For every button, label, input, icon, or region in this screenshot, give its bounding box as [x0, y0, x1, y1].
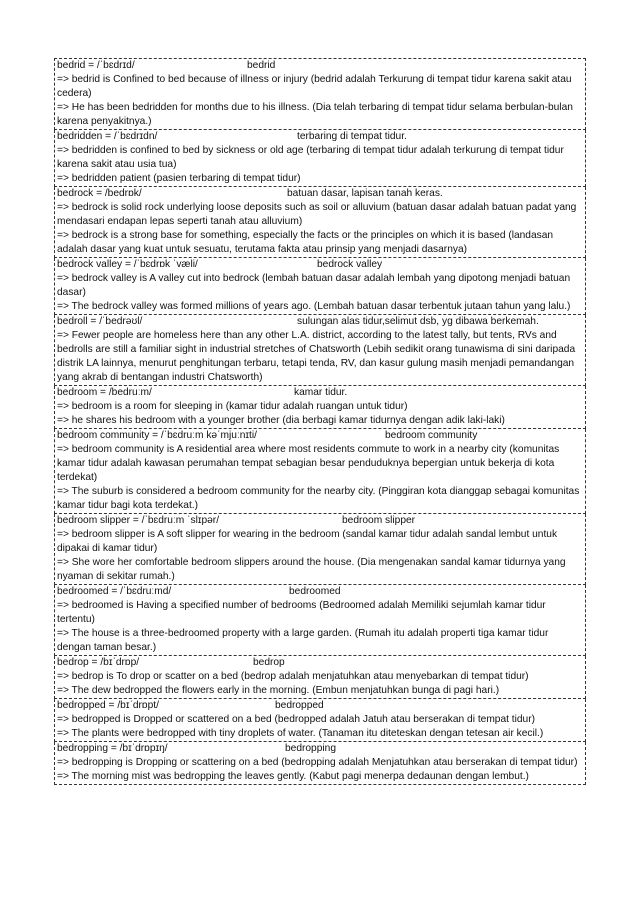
entry-head	[57, 699, 583, 713]
example-line: => The dew bedropped the flowers early in the morning. (Embun menjatuhkan bunga di pagi hari.)	[57, 685, 500, 696]
headword-pronunciation: bedroom = /bedruːm/	[57, 387, 152, 398]
entry-bedrock-valley	[54, 258, 586, 315]
entry-head	[57, 742, 583, 756]
entry-head	[57, 656, 583, 670]
headword-pronunciation: bedroomed = /ˈbɛdruːmd/	[57, 586, 172, 597]
definition-line: => bedrock is a strong base for something, especially the facts or the principles on which it is based (landasan adalah dasar yang kuat untuk sesuatu, terutama fakta atau prinsip yang menjadi dasarnya)	[57, 230, 554, 255]
entry-bedroom-community	[54, 429, 586, 514]
translation: terbaring di tempat tidur.	[297, 131, 407, 142]
definition-line: => bedroom community is A residential area where most residents commute to work in a nearby city (komunitas kamar tidur adalah kawasan perumahan tempat sebagian besar penduduknya bepergian untuk bekerja di kota terdekat)	[57, 444, 560, 483]
definition-line: => bedrock valley is A valley cut into bedrock (lembah batuan dasar adalah lembah yang dipotong menjadi batuan dasar)	[57, 273, 571, 298]
entry-head	[57, 59, 583, 73]
translation: bedrock valley	[317, 259, 383, 270]
translation: bedrid	[247, 60, 276, 71]
entry-head	[57, 258, 583, 272]
headword-pronunciation: bedropping = /bɪˈdrɒpɪŋ/	[57, 743, 168, 754]
entry-bedropped	[54, 699, 586, 742]
entry-bedrid	[54, 58, 586, 130]
headword-pronunciation: bedrock = /bedrɒk/	[57, 188, 142, 199]
definition-line: => bedrop is To drop or scatter on a bed (bedrop adalah menjatuhkan atau menyebarkan di tempat tidur)	[57, 671, 529, 682]
example-line: => bedridden patient (pasien terbaring di tempat tidur)	[57, 173, 301, 184]
translation: bedropping	[285, 743, 336, 754]
entry-bedroomed	[54, 585, 586, 656]
headword-pronunciation: bedrid = /ˈbɛdrɪd/	[57, 60, 135, 71]
entry-head	[57, 514, 583, 528]
entry-bedridden	[54, 130, 586, 187]
definition-line: => bedroom slipper is A soft slipper for wearing in the bedroom (sandal kamar tidur adalah sandal lembut untuk dipakai di kamar tidur)	[57, 529, 558, 554]
entry-head	[57, 187, 583, 201]
translation: bedrop	[253, 657, 285, 668]
headword-pronunciation: bedridden = /ˈbɛdrɪdn/	[57, 131, 158, 142]
example-line: => The house is a three-bedroomed property with a large garden. (Rumah itu adalah properti tiga kamar tidur dengan taman besar.)	[57, 628, 549, 653]
headword-pronunciation: bedroom slipper = /ˈbɛdruːm ˈslɪpər/	[57, 515, 220, 526]
entry-bedroom	[54, 386, 586, 429]
definition-line: => bedropped is Dropped or scattered on a bed (bedropped adalah Jatuh atau berserakan di tempat tidur)	[57, 714, 536, 725]
definition-line: => bedroom is a room for sleeping in (kamar tidur adalah ruangan untuk tidur)	[57, 401, 408, 412]
example-line: => Fewer people are homeless here than any other L.A. district, according to the latest tally, but tents, RVs and bedrolls are still a familiar sight in industrial stretches of Chatsworth (Lebih sedikit orang tunawisma di sini daripada distrik LA lainnya, menurut penghitungan terbaru, tetapi tenda, RV, dan kasur gulung masih menjadi pemandangan yang akrab di bentangan industri Chatsworth)	[57, 330, 576, 383]
translation: bedroomed	[289, 586, 341, 597]
entry-bedrock	[54, 187, 586, 258]
translation: kamar tidur.	[294, 387, 348, 398]
definition-line: => bedropping is Dropping or scattering on a bed (bedropping adalah Menjatuhkan atau berserakan di tempat tidur)	[57, 757, 578, 768]
headword-pronunciation: bedrock valley = /ˈbɛdrɒk ˈvæli/	[57, 259, 198, 270]
definition-line: => bedridden is confined to bed by sickness or old age (terbaring di tempat tidur adalah terkurung di tempat tidur karena sakit atau usia tua)	[57, 145, 564, 170]
example-line: => The plants were bedropped with tiny droplets of water. (Tanaman itu diteteskan dengan tetesan air kecil.)	[57, 728, 544, 739]
example-line: => The morning mist was bedropping the leaves gently. (Kabut pagi menerpa dedaunan dengan lembut.)	[57, 771, 529, 782]
definition-line: => bedrock is solid rock underlying loose deposits such as soil or alluvium (batuan dasar adalah batuan padat yang mendasari endapan lepas seperti tanah atau alluvium)	[57, 202, 577, 227]
entry-head	[57, 315, 583, 329]
entry-bedroll	[54, 315, 586, 386]
definition-line: => bedrid is Confined to bed because of illness or injury (bedrid adalah Terkurung di tempat tidur karena sakit atau cedera)	[57, 74, 572, 99]
entry-head	[57, 585, 583, 599]
example-line: => He has been bedridden for months due to his illness. (Dia telah terbaring di tempat tidur selama berbulan-bulan karena penyakitnya.)	[57, 102, 573, 127]
translation: bedropped	[275, 700, 324, 711]
example-line: => The bedrock valley was formed millions of years ago. (Lembah batuan dasar terbentuk jutaan tahun yang lalu.)	[57, 301, 571, 312]
headword-pronunciation: bedropped = /bɪˈdrɒpt/	[57, 700, 159, 711]
headword-pronunciation: bedrop = /bɪˈdrɒp/	[57, 657, 140, 668]
entry-head	[57, 429, 583, 443]
entry-bedrop	[54, 656, 586, 699]
headword-pronunciation: bedroom community = /ˈbɛdruːm kəˈmjuːnɪti/	[57, 430, 257, 441]
entry-head	[57, 386, 583, 400]
translation: bedroom slipper	[342, 515, 416, 526]
example-line: => The suburb is considered a bedroom community for the nearby city. (Pinggiran kota dianggap sebagai komunitas kamar tidur bagi kota terdekat.)	[57, 486, 580, 511]
translation: sulungan alas tidur,selimut dsb, yg dibawa berkemah.	[297, 316, 539, 327]
entry-bedropping	[54, 742, 586, 785]
example-line: => She wore her comfortable bedroom slippers around the house. (Dia mengenakan sandal kamar tidurnya yang nyaman di sekitar rumah.)	[57, 557, 566, 582]
entry-head	[57, 130, 583, 144]
example-line: => he shares his bedroom with a younger brother (dia berbagi kamar tidurnya dengan adik laki-laki)	[57, 415, 505, 426]
dictionary-page	[54, 58, 586, 785]
translation: bedroom community	[385, 430, 478, 441]
headword-pronunciation: bedroll = /ˈbedrəʊl/	[57, 316, 143, 327]
translation: batuan dasar, lapisan tanah keras.	[287, 188, 443, 199]
entry-bedroom-slipper	[54, 514, 586, 585]
definition-line: => bedroomed is Having a specified number of bedrooms (Bedroomed adalah Memiliki sejumlah kamar tidur tertentu)	[57, 600, 546, 625]
